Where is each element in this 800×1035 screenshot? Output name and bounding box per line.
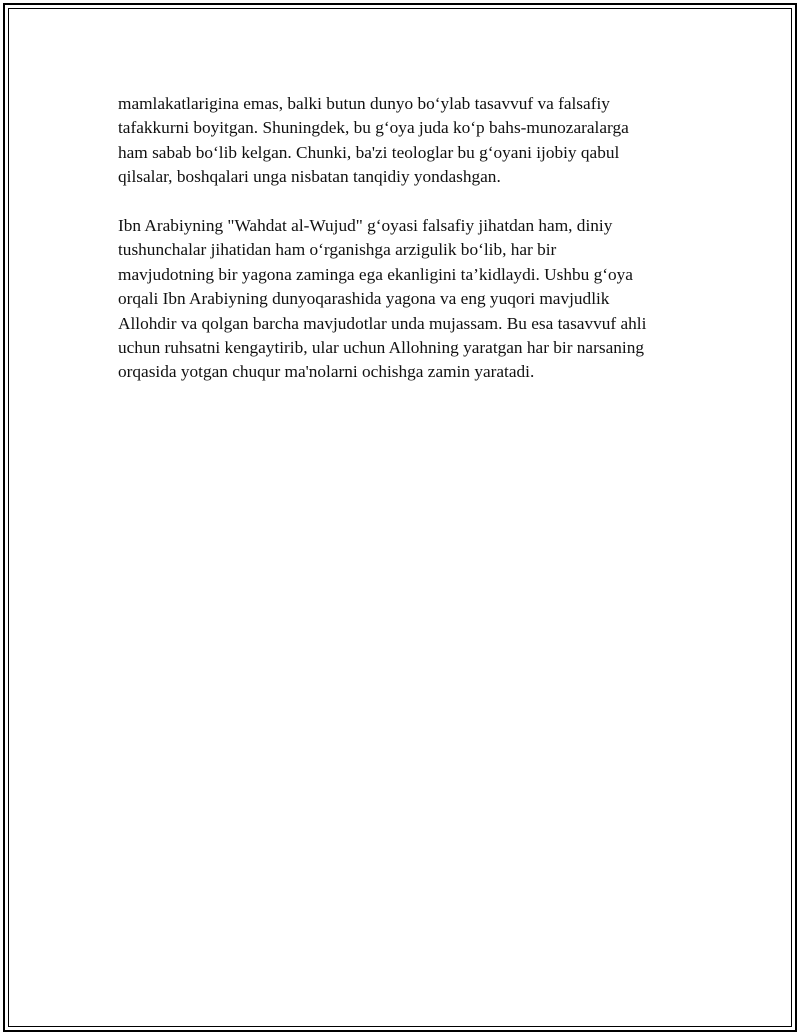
paragraph-line: qilsalar, boshqalari unga nisbatan tanqidiy yondashgan. [118,167,501,187]
paragraph-line: Allohdir va qolgan barcha mavjudotlar unda mujassam. Bu esa tasavvuf ahli [118,313,647,333]
paragraph-line: mavjudotning bir yagona zaminga ega ekanligini ta’kidlaydi. Ushbu g‘oya [118,264,633,284]
paragraph-line: mamlakatlarigina emas, balki butun dunyo bo‘ylab tasavvuf va falsafiy [118,94,610,113]
paragraph-line: ham sabab bo‘lib kelgan. Chunki, ba'zi teologlar bu g‘oyani ijobiy qabul [118,142,620,162]
paragraph-line: tushunchalar jihatidan ham o‘rganishga arzigulik bo‘lib, har bir [118,240,557,260]
paragraph-line: Ibn Arabiyning "Wahdat al-Wujud" g‘oyasi falsafiy jihatdan ham, diniy [118,216,613,236]
paragraph-1 [118,92,698,190]
paragraph-line: orqasida yotgan chuqur ma'nolarni ochishga zamin yaratadi. [118,362,535,382]
paragraph-2 [118,214,698,385]
paragraph-line: orqali Ibn Arabiyning dunyoqarashida yagona va eng yuqori mavjudlik [118,289,610,309]
document-body [118,92,698,385]
paragraph-line: tafakkurni boyitgan. Shuningdek, bu g‘oya juda ko‘p bahs-munozaralarga [118,118,629,138]
paragraph-line: uchun ruhsatni kengaytirib, ular uchun Allohning yaratgan har bir narsaning [118,338,644,358]
